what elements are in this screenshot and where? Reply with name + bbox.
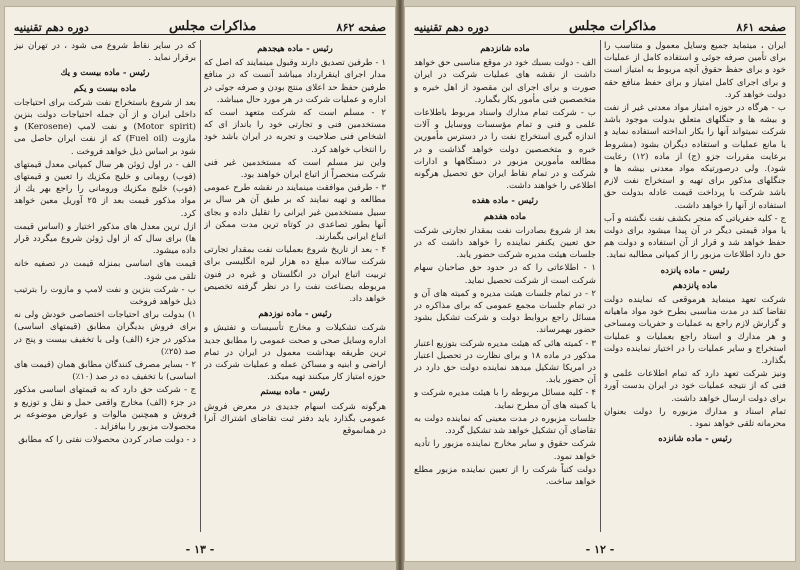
paragraph: بعد از شروع باستخراج نفت شركت برای احتياجات داخلی ايران و از آن جمله احتياجات دولت بنزين (Motor spirit) و نفت لامپ (Kerosene) و مازوت (Fuel oil) كه از نفت ايران حاصل می شود بر اساس ذيل خواهد فروخت .: [14, 97, 196, 157]
left-page-number: - ۱۳ -: [185, 543, 215, 556]
paragraph: ب - هرگاه در حوزه امتياز مواد معدنی غير از نفت و بيشه ها و جنگلهای متعلق بدولت موجود باشد شركت نميتواند آنها را بكار انداخته استفاده نمايد و يا مانع عمليات و استفاده ديگران بشود (مشروط برعايت مقررات جزو (ج) از ماده (۱۲) رعايت شود). ولی درصورتيكه مواد معدنی بيشه ها و جنگلهای مذكور برای تهيه و استخراج نفت لازم باشد شركت با پرداخت قيمت عادله بدولت حق استفاده از آنها را خواهد داشت.: [604, 103, 786, 211]
paragraph: دولت كتباً شركت را از تعيين نماينده مزبور مطلع خواهد ساخت.: [414, 464, 596, 487]
right-page-left-column: [414, 40, 596, 532]
paragraph: هرگونه شركت اسهام جديدی در معرض فروش عمومی بگذارد بايد دفتر ثبت تقاضای اشتراك آنرا در همانموقع: [204, 401, 386, 437]
left-page: [4, 6, 396, 562]
right-header-session: دوره دهم تقنينيه: [414, 21, 489, 34]
paragraph: واين نيز مسلم است كه مستخدمين غير فنی شركت منحصراً از اتباع ايران خواهند بود.: [204, 157, 386, 181]
paragraph: ۱ - اطلاعاتی را كه در حدود حق صاحبان سهام شركت است از شركت تحصيل نمايد.: [414, 263, 596, 286]
paragraph: ۲ - بساير مصرف كنندگان مطابق همان (قيمت های اساسی) با تخفيف ده در صد (۱۰٪): [14, 360, 196, 383]
left-header-page: صفحه ۸۶۲: [336, 21, 386, 34]
paragraph: شركت تشكيلات و مخارج تأسيسات و تفتيش و اداره وسايل صحی و صحت عمومی را مطابق جديد ترين طريقه بهداشت معمول در ايران در تمام اراضی و ابنيه و مساكن عمله و عمليات شركت در حوزه امتياز كار ميكنند تهيه ميكند.: [204, 323, 386, 383]
article-heading: ماده بيست و يكم: [73, 83, 137, 94]
paragraph: ايران ، ميتمايد جميع وسايل معمول و متناسب را برای تأمين صرفه جوئی و استفاده كامل از عمليات خود و برای حفظ حقوق آنچه مربوط به امتياز است و برای اجرای كامل امتياز و برای حفظ منافع حقه دولت خواهد كرد.: [604, 41, 786, 100]
paragraph: ۴ - بعد از تاريخ شروع بعمليات نفت بمقدار تجارتی شركت سالانه مبلغ ده هزار ليره انگليسی برای تربيت اتباع ايران در انگلستان و غيره در فنون مربوطه بصناعت نفت را در نظر گرفته تخصيص خواهد داد.: [204, 245, 386, 305]
paragraph: ۱) بدولت برای احتياجات اختصاصی خودش ولی نه برای فروش بديگران مطابق (قيمتهای اساسی) مذكور در جزء (الف) ولی با تخفيف بيست و پنج در صد (۲۵٪): [14, 310, 196, 357]
right-header-page: صفحه ۸۶۱: [736, 21, 786, 34]
article-heading: رئيس - ماده هيجدهم: [257, 44, 333, 54]
right-page-header: [414, 12, 786, 35]
left-header-session: دوره دهم تقنينيه: [14, 21, 89, 34]
paragraph: ۳ - كميته هائی كه هيئت مديره شركت بتوزيع اعتبار مذكور در ماده ۱۸ و برای نظارت در تحصيل اعتبار در امريكا تشكيل ميدهد نماينده دولت حق دارد در آن حضور يابد.: [414, 338, 596, 386]
article-heading: رئيس - ماده شانزده: [658, 434, 732, 445]
paragraph: جلسات مزبوره در مدت معينی كه نماينده دولت به تقاضای آن تشكيل خواهد شد تشكيل گردد.: [414, 413, 596, 437]
article-heading: ماده هفدهم: [483, 211, 527, 222]
article-heading: ماده شانزدهم: [480, 44, 530, 54]
article-heading: ماده پانزدهم: [672, 280, 718, 291]
article-heading: رئيس - ماده بيستم: [260, 387, 330, 398]
right-page: [404, 6, 796, 562]
paragraph: ج - شركت حق دارد كه به قيمتهای اساسی مذكور در جزء (الف) مخارج واقعی حمل و نقل و توزيع و فروش و همچنين مالوات و عوارض موضوعه بر محصولات مزبور را بيافزايد .: [14, 385, 196, 433]
paragraph: الف - دولت بسبك خود در موقع مناسبی حق خواهد داشت از نقشه های عمليات شركت در ايران صورت و برای اجرای اين مقصود از اهل خبره و متخصصين فنی مأمور بكار بگمارد.: [414, 58, 596, 105]
paragraph: كه در ساير نقاط شروع می شود ، در تهران نيز برقرار نمايد .: [14, 41, 196, 64]
paragraph: ونيز شركت تعهد دارد كه تمام اطلاعات علمی و فنی كه از نتيجه عمليات خود در ايران بدست آورد برای دولت ارسال خواهد داشت.: [604, 369, 786, 404]
right-page-right-column: [604, 40, 786, 532]
paragraph: الف - در اول ژوئن هر سال كمپانی معدل قيمتهای (فوب) رومانی و خليج مكزيك را تعيين و قيمتهای (فوب) خليج مكزيك ورومانی را راجع بهر يك از مواد مذكور قيمت بعد از ۲۵ آوريل معين خواهد كرد.: [14, 159, 196, 219]
right-header-title: مذاكرات مجلس: [568, 19, 657, 34]
book-gutter: [396, 0, 404, 570]
article-heading: رئيس - ماده هفده: [471, 196, 539, 207]
paragraph: شركت تعهد مينمايد هرموقعی كه نماينده دولت تقاضا كند در مدت مناسبی بطرح خود مواد ماهيانه و گزارش لازم راجع به عمليات و حفريات ومساحی و هر مدارك و استاد راجع بعمليات و عمليات استخراج و ساير عمليات را در اختيار نماينده دولت بگذارد.: [604, 295, 786, 367]
paragraph: ب - شركت تمام مدارك واسناد مربوط باطلاعات علمی و فنی و تمام مؤسسات ووسايل و آلات اندازه گيری استخراج نفت را در دسترس مأمورين خبره و متخصصين دولت خواهد گذاشت و در مطالعه مأمورين مزبور در دستگاهها و ادارات شركت و در تمام نقاط ايران حق تحصيل هرگونه اطلاعی را خواهند داشت.: [414, 108, 596, 192]
left-page-header: [14, 12, 386, 35]
article-heading: رئيس - ماده نوزدهم: [258, 309, 332, 320]
left-page-right-column: [204, 40, 386, 532]
paragraph: ب - شركت بنزين و نفت لامپ و مازوت را بترتيب ذيل خواهد فروخت: [14, 284, 196, 308]
paragraph: قيمت های اساسی بمنزله قيمت در تصفيه خانه تلقی می شود.: [14, 259, 196, 282]
paragraph: تمام اسناد و مدارك مزبوره را دولت بعنوان محرمانه تلقی خواهد نمود .: [604, 406, 786, 430]
paragraph: ج - كليه حفرياتی كه منجر بكشف نفت نگشته و آب يا مواد قيمتی ديگر در آن پيدا ميشود برای دولت حفظ خواهد شد و قرار از آن استفاده و دولت هم حق دارد اطلاعات مزبور را از كمپانی مطالبه نمايد.: [604, 213, 786, 261]
left-header-title: مذاكرات مجلس: [168, 19, 257, 34]
paragraph: ۳ - طرفين موافقت مينمايند در نقشه طرح عمومی مطالعه و تهيه نمايند كه بر طبق آن هر سال بر سبيل مستخدمين غير ايرانی را تقليل داده و بجای آنها بطور تصاعدی در كوتاه ترين مدت ممكن از اتباع ايرانی بگمارند.: [204, 183, 386, 243]
article-heading: رئيس - ماده پانزده: [660, 265, 730, 276]
paragraph: د - دولت صادر كردن محصولات نفتی را كه مطابق: [18, 435, 196, 446]
paragraph: ۲ - مسلم است كه شركت متعهد است كه مستخدمين فنی و تجارتی خود را بانداز ای كه اشخاص فنی صلاحيت و تجربه در ايران باشد خود را انتخاب خواهد كرد.: [204, 108, 386, 155]
right-page-number: - ۱۲ -: [585, 543, 615, 556]
paragraph: ازل ترين معدل های مذكور اختيار و (اساس قيمت ها) برای سال كه از اول ژوئن شروع ميگردد قرار داده ميشود.: [14, 221, 196, 257]
paragraph: ۴ - كليه مسائل مربوطه را با هيئت مديره شركت و يا كميته های آن مطرح نمايد.: [414, 388, 596, 411]
paragraph: شركت حقوق و ساير مخارج نماينده مزبور را تأديه خواهد نمود.: [414, 439, 596, 462]
paragraph: ۱ - طرفين تصديق دارند وقبول مينمايند كه اصل كه مدار اجرای اينقرارداد ميباشد آنست كه در منافع طرفين حفظ حد اعلای منتج بودن و صرفه جوئی در اداره و عمليات شركت در هر مورد حال ميباشد.: [204, 58, 386, 105]
paragraph: ۲ - در تمام جلسات هيئت مديره و كميته های آن و در تمام جلسات مجمع عمومی كه برای مذاكره در مسائل راجع بروابط دولت و شركت تشكيل بشود حضور بهمرساند.: [414, 288, 596, 336]
left-page-left-column: [14, 40, 196, 532]
paragraph: بعد از شروع بصادرات نفت بمقدار تجارتی شركت حق تعيين يكنفر نماينده را خواهد داشت كه در جلسات هيئت مديره شركت حضور يابد.: [414, 225, 596, 261]
article-heading: رئيس - ماده بيست و يك: [60, 68, 150, 79]
